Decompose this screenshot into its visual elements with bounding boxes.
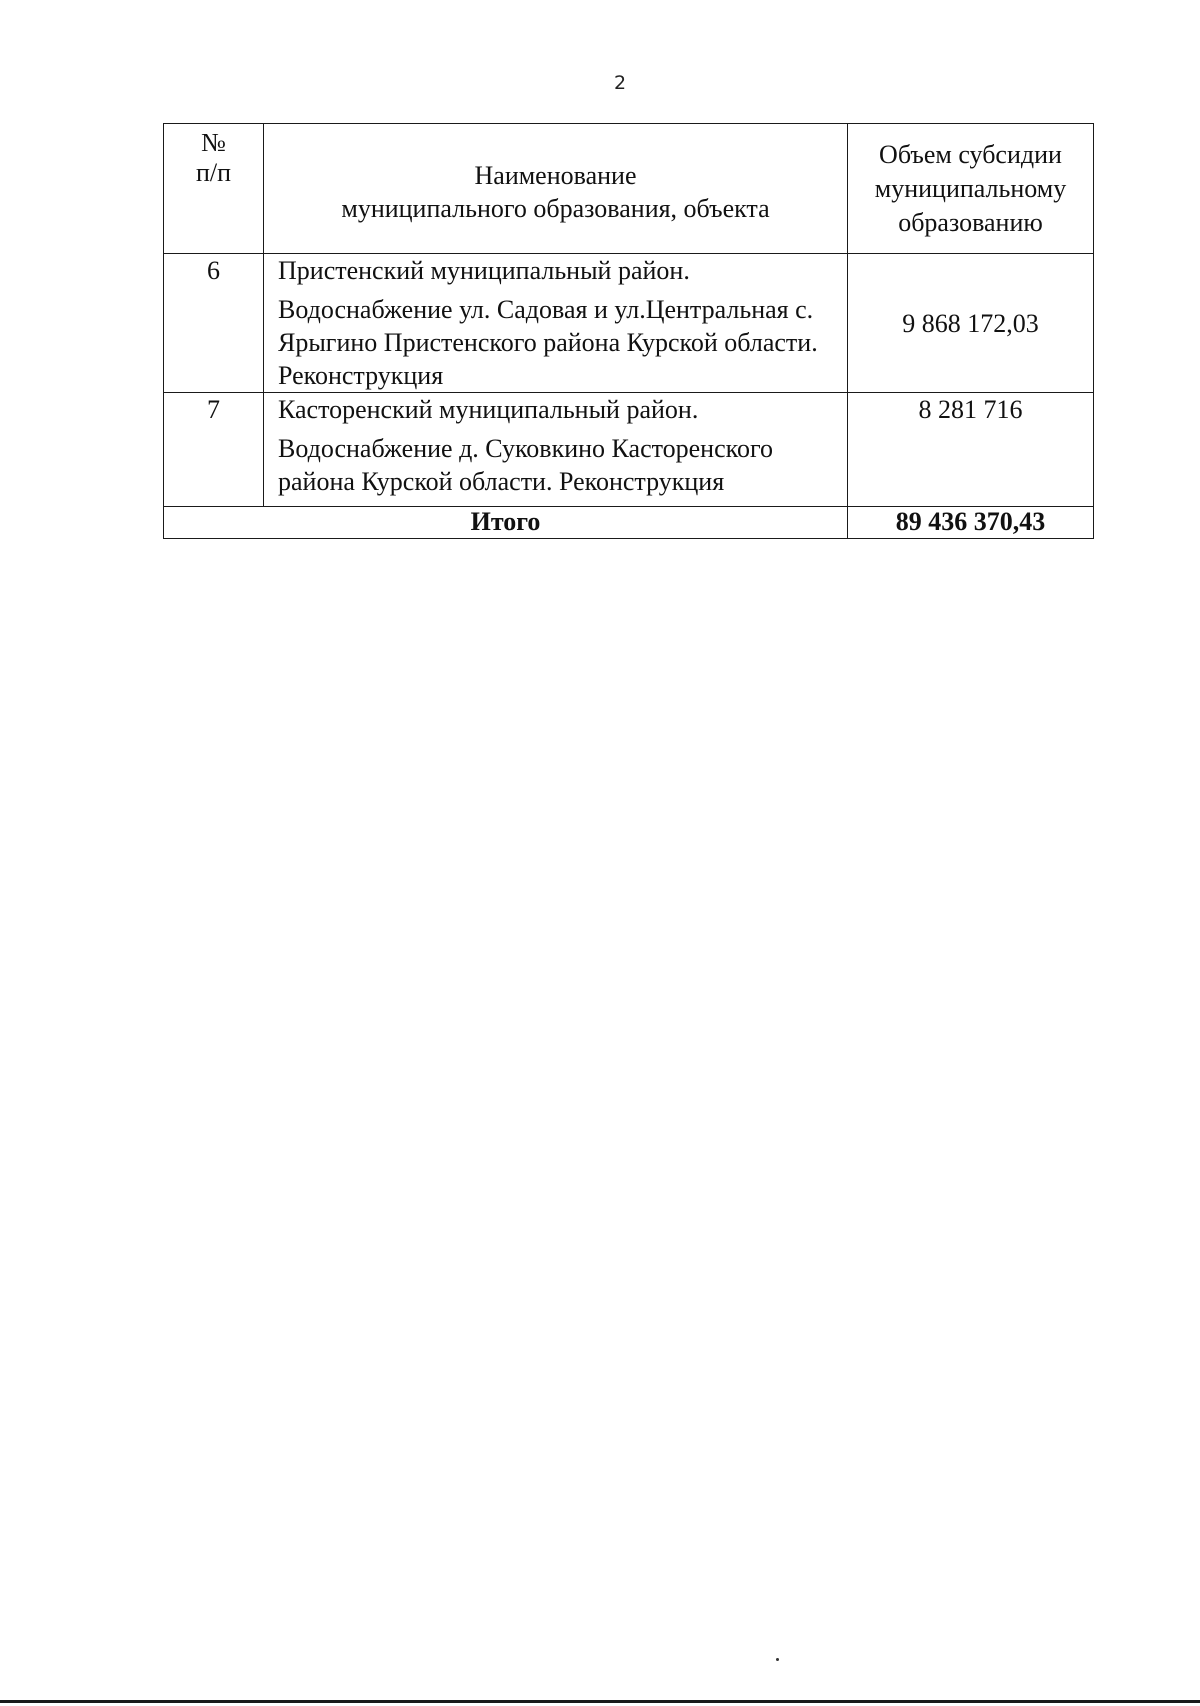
table-row [164, 393, 1094, 507]
row-name-cell [264, 393, 848, 507]
header-number-line-1: № [201, 128, 226, 157]
header-number-line-2: п/п [195, 158, 232, 187]
header-name-line-2: муниципального образования, объекта [341, 193, 770, 223]
row-object: Водоснабжение д. Суковкино Касторенского района Курской области. Реконструкция [278, 434, 773, 496]
row-district: Пристенский муниципальный район. [278, 256, 690, 285]
header-subsidy-line-3: образованию [898, 207, 1043, 237]
total-label: Итого [164, 507, 848, 539]
row-amount: 8 281 716 [848, 393, 1094, 507]
page-bottom-edge [0, 1700, 1200, 1703]
page-number: 2 [613, 72, 627, 94]
table-header-row [164, 124, 1094, 254]
row-name-cell [264, 254, 848, 393]
header-subsidy-line-2: муниципальному [874, 173, 1067, 203]
header-subsidy-line-1: Объем субсидии [879, 139, 1062, 169]
subsidy-table [163, 123, 1094, 539]
row-amount: 9 868 172,03 [848, 254, 1094, 393]
row-district: Касторенский муниципальный район. [278, 395, 699, 424]
header-name-line-1: Наименование [474, 160, 637, 190]
header-subsidy [848, 124, 1094, 254]
row-number: 6 [164, 254, 264, 393]
row-number: 7 [164, 393, 264, 507]
scan-speck [776, 1658, 779, 1661]
table-total-row [164, 507, 1094, 539]
total-amount: 89 436 370,43 [848, 507, 1094, 539]
table-row [164, 254, 1094, 393]
row-object: Водоснабжение ул. Садовая и ул.Центральная с. Ярыгино Пристенского района Курской области. Реконструкция [278, 295, 818, 390]
header-name [264, 124, 848, 254]
header-number [164, 124, 264, 254]
